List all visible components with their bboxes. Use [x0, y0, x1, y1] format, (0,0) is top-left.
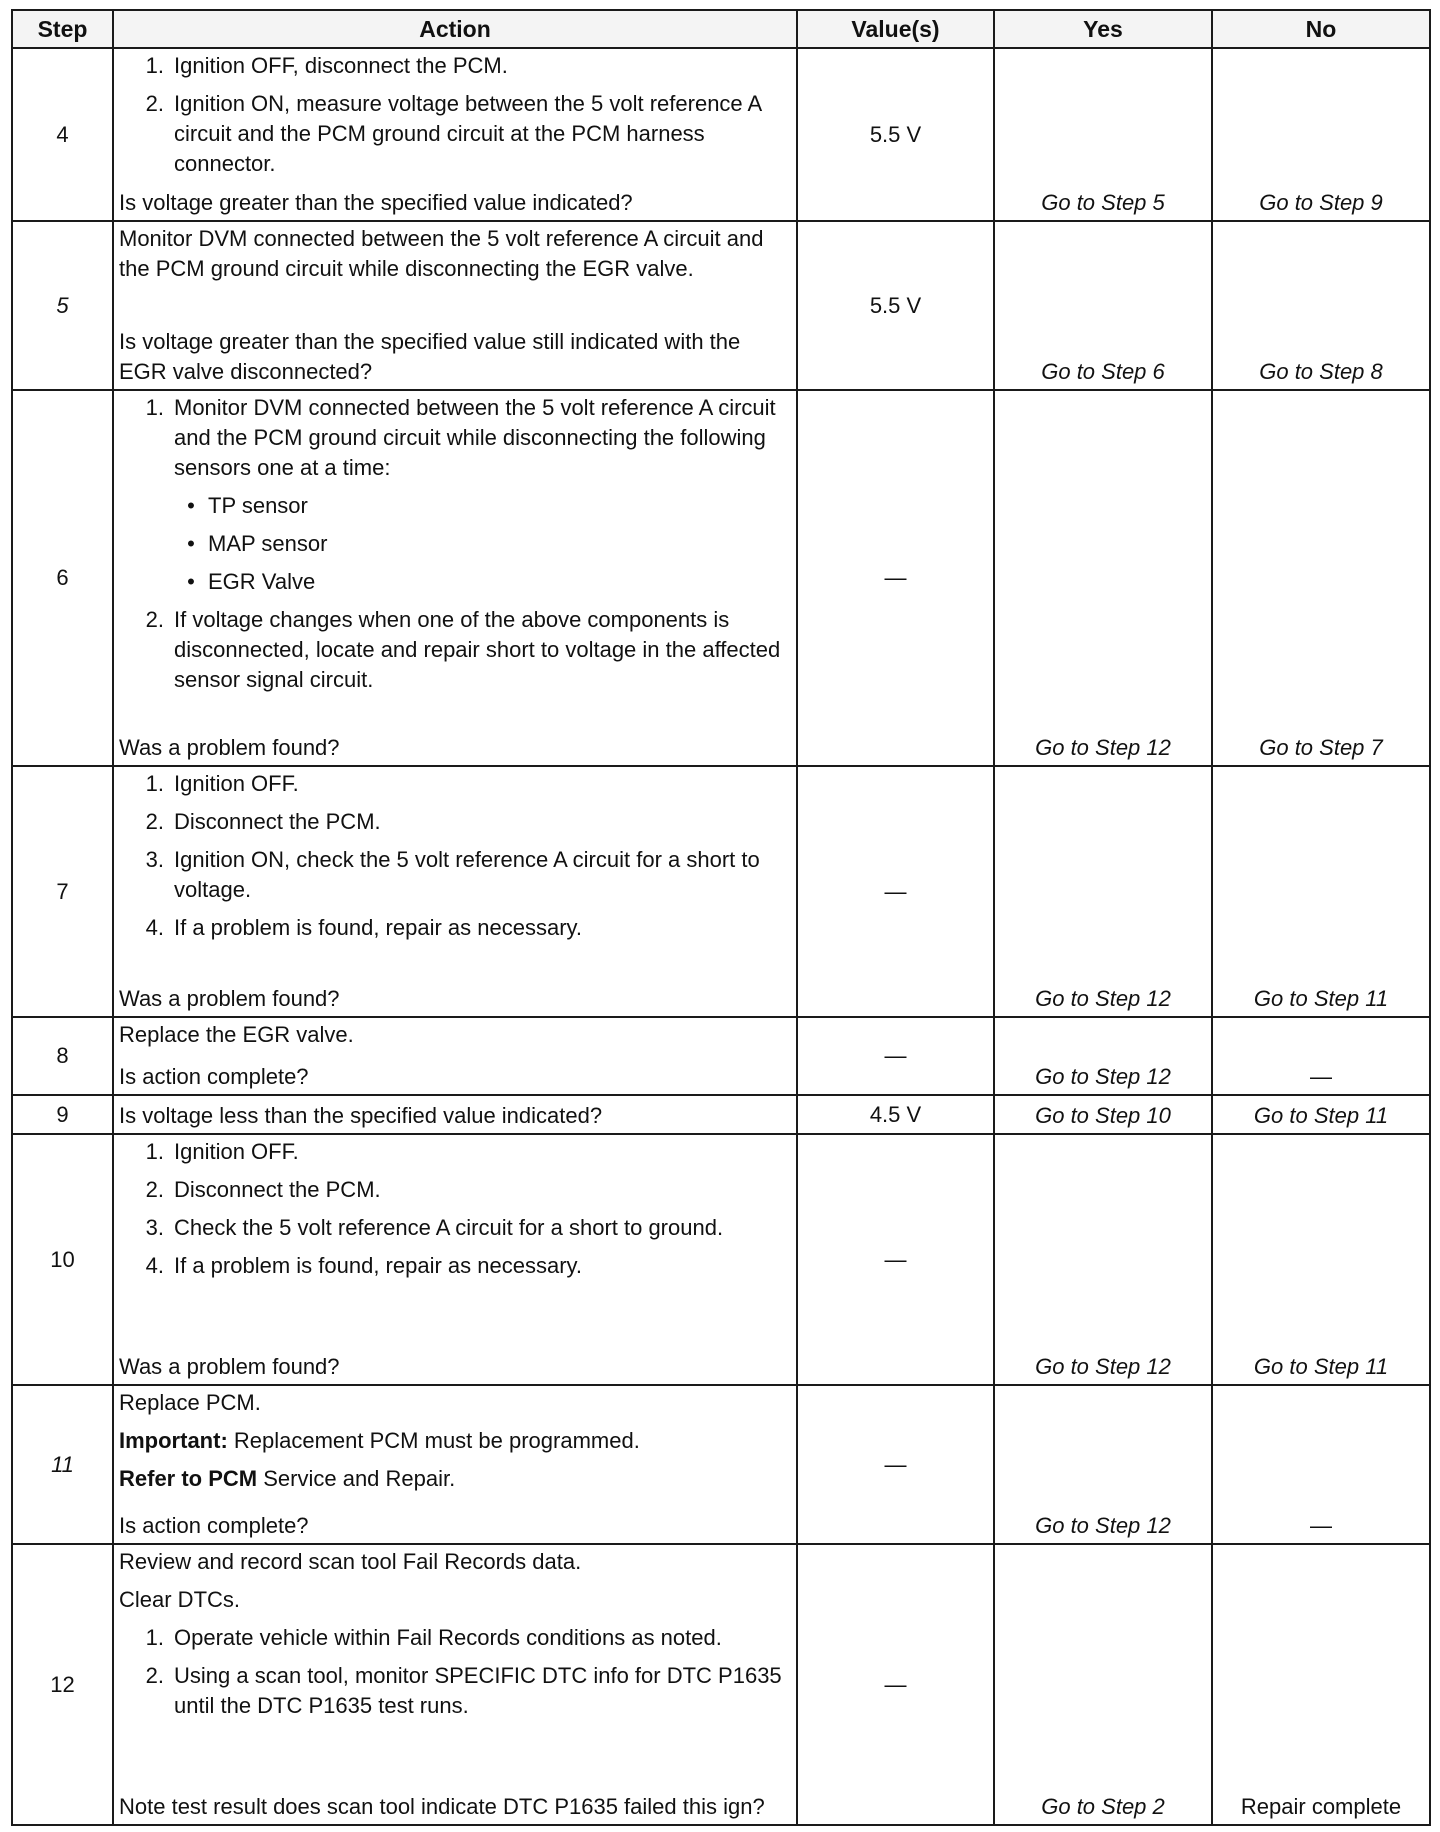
- no-link[interactable]: Go to Step 7: [1259, 735, 1383, 760]
- no-cell: [1212, 1017, 1430, 1095]
- value-cell: 4.5 V: [797, 1095, 994, 1134]
- yes-link[interactable]: Go to Step 12: [1035, 986, 1171, 1011]
- action-cell: [113, 48, 797, 221]
- yes-link[interactable]: Go to Step 12: [1035, 1354, 1171, 1379]
- list-item: 4. If a problem is found, repair as necessary.: [145, 1253, 583, 1278]
- bullet-item: • TP sensor: [187, 493, 308, 518]
- question-text: Was a problem found?: [119, 1354, 340, 1379]
- header-step: Step: [12, 10, 113, 48]
- action-cell: [113, 1134, 797, 1385]
- no-link[interactable]: Go to Step 11: [1253, 1103, 1389, 1128]
- header-yes: Yes: [994, 10, 1212, 48]
- table-row: [12, 390, 1430, 766]
- yes-link[interactable]: Go to Step 12: [1035, 1513, 1171, 1538]
- yes-link[interactable]: Go to Step 10: [1035, 1103, 1171, 1128]
- table-row: [12, 221, 1430, 390]
- sensor-bullet-list: [174, 491, 792, 597]
- table-row: [12, 1134, 1430, 1385]
- yes-cell: [994, 1385, 1212, 1544]
- value-cell: —: [797, 390, 994, 766]
- list-item: 1. Operate vehicle within Fail Records conditions as noted.: [145, 1625, 722, 1650]
- header-action: Action: [113, 10, 797, 48]
- no-link[interactable]: Go to Step 9: [1259, 190, 1383, 215]
- action-cell: [113, 1544, 797, 1825]
- diagnostic-table-page: [11, 9, 1431, 1826]
- question-text: Was a problem found?: [119, 735, 340, 760]
- list-item: 2. Using a scan tool, monitor SPECIFIC DTC info for DTC P1635 until the DTC P1635 test runs.: [145, 1663, 782, 1718]
- step-number: 9: [12, 1095, 113, 1134]
- list-item: 1. Ignition OFF, disconnect the PCM.: [145, 53, 508, 78]
- list-item: 4. If a problem is found, repair as necessary.: [145, 915, 583, 940]
- refer-note: Refer to PCM Service and Repair.: [119, 1466, 456, 1491]
- no-link: —: [1310, 1513, 1332, 1538]
- yes-link[interactable]: Go to Step 6: [1041, 359, 1165, 384]
- question-text: Is voltage greater than the specified value still indicated with the EGR valve disconnected?: [119, 329, 741, 384]
- yes-cell: [994, 48, 1212, 221]
- value-cell: —: [797, 1544, 994, 1825]
- important-label: Important:: [119, 1428, 228, 1453]
- list-item: 1. Ignition OFF.: [145, 1139, 299, 1164]
- step-number: 8: [12, 1017, 113, 1095]
- question-text: Was a problem found?: [119, 986, 340, 1011]
- table-row: [12, 1095, 1430, 1134]
- action-cell: [113, 1095, 797, 1134]
- yes-cell: [994, 390, 1212, 766]
- no-link[interactable]: Go to Step 8: [1259, 359, 1383, 384]
- important-note: Important: Replacement PCM must be programmed.: [119, 1428, 640, 1453]
- step-number: 4: [12, 48, 113, 221]
- table-header-row: [12, 10, 1430, 48]
- action-cell: [113, 221, 797, 390]
- action-cell: [113, 766, 797, 1017]
- no-cell: [1212, 48, 1430, 221]
- list-item: 2. Disconnect the PCM.: [145, 1177, 381, 1202]
- yes-cell: [994, 766, 1212, 1017]
- numbered-list: [119, 1623, 792, 1721]
- value-cell: —: [797, 1017, 994, 1095]
- table-row: [12, 1385, 1430, 1544]
- list-item: 2. Ignition ON, measure voltage between the 5 volt reference A circuit and the PCM ground circuit at the PCM harness connector.: [145, 91, 762, 176]
- bullet-item: • MAP sensor: [187, 531, 328, 556]
- numbered-list: [119, 1137, 792, 1281]
- step-number: 10: [12, 1134, 113, 1385]
- refer-label: Refer to PCM: [119, 1466, 258, 1491]
- yes-cell: [994, 1134, 1212, 1385]
- table-row: [12, 766, 1430, 1017]
- list-item: 3. Ignition ON, check the 5 volt reference A circuit for a short to voltage.: [145, 847, 760, 902]
- yes-link[interactable]: Go to Step 12: [1035, 735, 1171, 760]
- step-number: 7: [12, 766, 113, 1017]
- yes-cell: [994, 1544, 1212, 1825]
- list-item: 2. Disconnect the PCM.: [145, 809, 381, 834]
- action-text: Review and record scan tool Fail Records data.: [119, 1549, 582, 1574]
- no-cell: [1212, 1544, 1430, 1825]
- value-cell: —: [797, 1385, 994, 1544]
- no-result: Repair complete: [1240, 1794, 1402, 1819]
- value-cell: —: [797, 766, 994, 1017]
- yes-cell: [994, 1017, 1212, 1095]
- no-link[interactable]: Go to Step 11: [1253, 986, 1389, 1011]
- no-cell: [1212, 1385, 1430, 1544]
- numbered-list: [119, 51, 792, 179]
- action-text: Monitor DVM connected between the 5 volt reference A circuit and the PCM ground circuit while disconnecting the EGR valve.: [119, 226, 764, 281]
- step-number: 12: [12, 1544, 113, 1825]
- question-text: Is voltage greater than the specified value indicated?: [119, 190, 633, 215]
- value-cell: 5.5 V: [797, 221, 994, 390]
- list-item: 1. Monitor DVM connected between the 5 volt reference A circuit and the PCM ground circuit while disconnecting the following sensors one at a time:: [145, 395, 776, 480]
- no-cell: [1212, 766, 1430, 1017]
- no-link: —: [1310, 1064, 1332, 1089]
- diagnostic-steps-table: [11, 9, 1431, 1826]
- question-text: Note test result does scan tool indicate DTC P1635 failed this ign?: [119, 1794, 765, 1819]
- list-item: 3. Check the 5 volt reference A circuit for a short to ground.: [145, 1215, 724, 1240]
- numbered-list: [119, 605, 792, 695]
- bullet-item: • EGR Valve: [187, 569, 316, 594]
- action-text: Replace PCM.: [119, 1390, 261, 1415]
- no-cell: [1212, 1134, 1430, 1385]
- step-number: 11: [12, 1385, 113, 1544]
- table-row: [12, 1544, 1430, 1825]
- no-cell: [1212, 221, 1430, 390]
- yes-link[interactable]: Go to Step 2: [1041, 1794, 1165, 1819]
- list-item: 1. Ignition OFF.: [145, 771, 299, 796]
- action-cell: [113, 1385, 797, 1544]
- value-cell: —: [797, 1134, 994, 1385]
- step-number: 5: [12, 221, 113, 390]
- table-row: [12, 1017, 1430, 1095]
- yes-cell: [994, 221, 1212, 390]
- question-text: Is voltage less than the specified value indicated?: [119, 1103, 603, 1128]
- numbered-list: [119, 769, 792, 943]
- yes-link[interactable]: Go to Step 5: [1041, 190, 1165, 215]
- question-text: Is action complete?: [119, 1064, 309, 1089]
- action-text: Replace the EGR valve.: [119, 1022, 354, 1047]
- list-item: 2. If voltage changes when one of the above components is disconnected, locate and repair short to voltage in the affected sensor signal circuit.: [145, 607, 781, 692]
- no-link[interactable]: Go to Step 11: [1253, 1354, 1389, 1379]
- no-cell: [1212, 390, 1430, 766]
- yes-link[interactable]: Go to Step 12: [1035, 1064, 1171, 1089]
- numbered-list: [119, 393, 792, 483]
- header-no: No: [1212, 10, 1430, 48]
- yes-cell: [994, 1095, 1212, 1134]
- action-cell: [113, 1017, 797, 1095]
- action-text: Clear DTCs.: [119, 1587, 241, 1612]
- table-row: [12, 48, 1430, 221]
- value-cell: 5.5 V: [797, 48, 994, 221]
- action-cell: [113, 390, 797, 766]
- no-cell: [1212, 1095, 1430, 1134]
- header-values: Value(s): [797, 10, 994, 48]
- question-text: Is action complete?: [119, 1513, 309, 1538]
- step-number: 6: [12, 390, 113, 766]
